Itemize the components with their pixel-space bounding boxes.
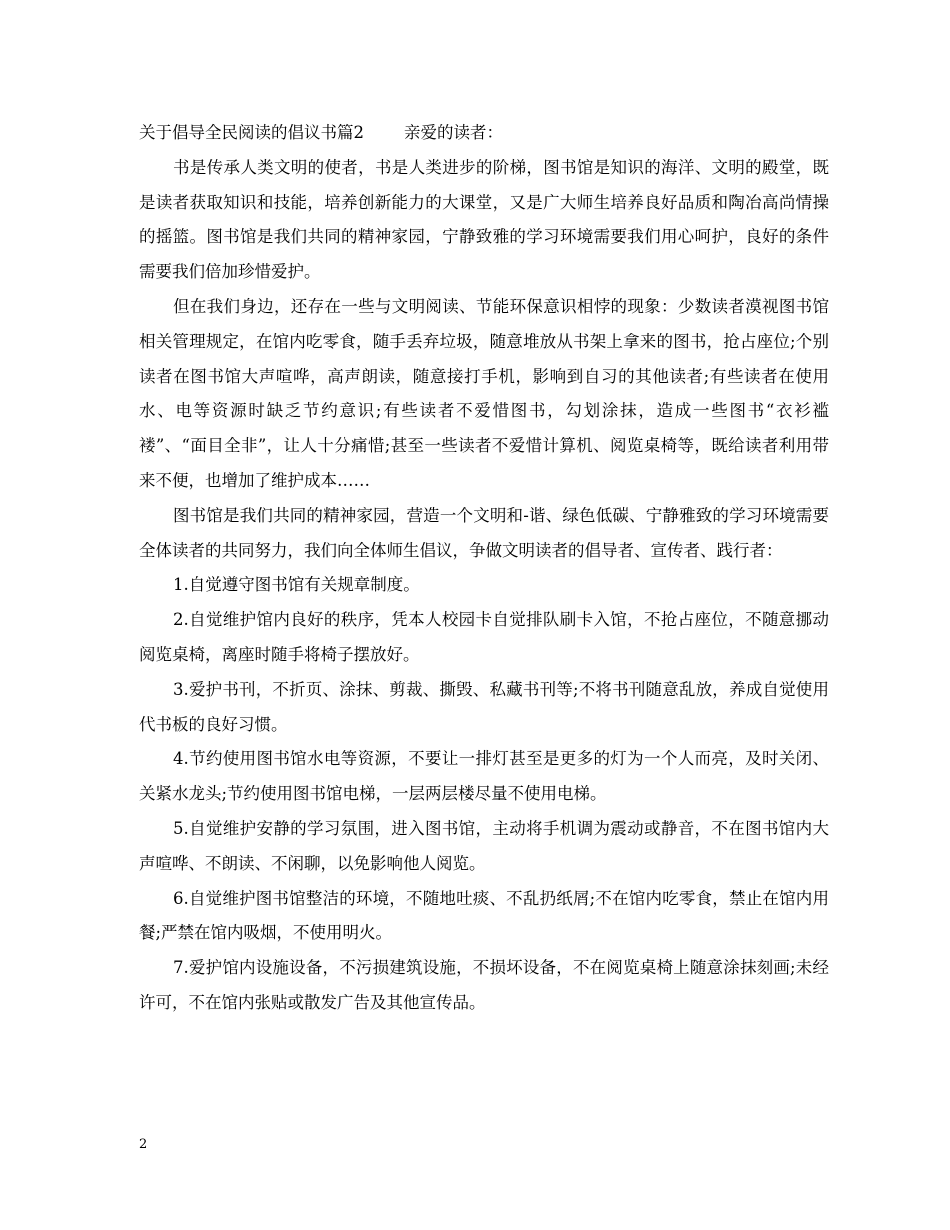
- list-item-7: 7.爱护馆内设施设备，不污损建筑设施，不损坏设备，不在阅览桌椅上随意涂抹刻画;未经许可，不在馆内张贴或散发广告及其他宣传品。: [139, 958, 829, 1012]
- document-title: 关于倡导全民阅读的倡议书篇2: [139, 123, 364, 142]
- document-body: [139, 116, 829, 1021]
- list-item-2: 2.自觉维护馆内良好的秩序，凭本人校园卡自觉排队刷卡入馆，不抢占座位，不随意挪动阅览桌椅，离座时随手将椅子摆放好。: [139, 610, 829, 664]
- list-item-5: 5.自觉维护安静的学习氛围，进入图书馆，主动将手机调为震动或静音，不在图书馆内大声喧哗、不朗读、不闲聊，以免影响他人阅览。: [139, 818, 829, 873]
- paragraph-3: 图书馆是我们共同的精神家园，营造一个文明和-谐、绿色低碳、宁静雅致的学习环境需要全体读者的共同努力，我们向全体师生倡议，争做文明读者的倡导者、宣传者、践行者：: [139, 505, 829, 560]
- page-number: 2: [139, 1137, 148, 1152]
- list-item-1: 1.自觉遵守图书馆有关规章制度。: [173, 575, 420, 595]
- list-item-3: 3.爱护书刊，不折页、涂抹、剪裁、撕毁、私藏书刊等;不将书刊随意乱放，养成自觉使用代书板的良好习惯。: [139, 679, 829, 734]
- list-item-6: 6.自觉维护图书馆整洁的环境，不随地吐痰、不乱扔纸屑;不在馆内吃零食，禁止在馆内用餐;严禁在馆内吸烟，不使用明火。: [139, 888, 829, 943]
- paragraph-1: 书是传承人类文明的使者，书是人类进步的阶梯，图书馆是知识的海洋、文明的殿堂，既是读者获取知识和技能，培养创新能力的大课堂，又是广大师生培养良好品质和陶冶高尚情操的摇篮。图书馆是我们共同的精神家园，宁静致雅的学习环境需要我们用心呵护，良好的条件需要我们倍加珍惜爱护。: [139, 157, 829, 282]
- paragraph-2: 但在我们身边，还存在一些与文明阅读、节能环保意识相悖的现象：少数读者漠视图书馆相关管理规定，在馆内吃零食，随手丢弃垃圾，随意堆放从书架上拿来的图书，抢占座位;个别读者在图书馆大声喧哗，高声朗读，随意接打手机，影响到自习的其他读者;有些读者在使用水、电等资源时缺乏节约意识;有些读者不爱惜图书，勾划涂抹，造成一些图书“衣衫褴褛”、“面目全非”，让人十分痛惜;甚至一些读者不爱惜计算机、阅览桌椅等，既给读者利用带来不便，也增加了维护成本……: [139, 296, 829, 490]
- salutation: 亲爱的读者：: [404, 123, 503, 142]
- list-item-4: 4.节约使用图书馆水电等资源，不要让一排灯甚至是更多的灯为一个人而亮，及时关闭、关紧水龙头;节约使用图书馆电梯，一层两层楼尽量不使用电梯。: [139, 749, 829, 804]
- title-line: [139, 116, 829, 151]
